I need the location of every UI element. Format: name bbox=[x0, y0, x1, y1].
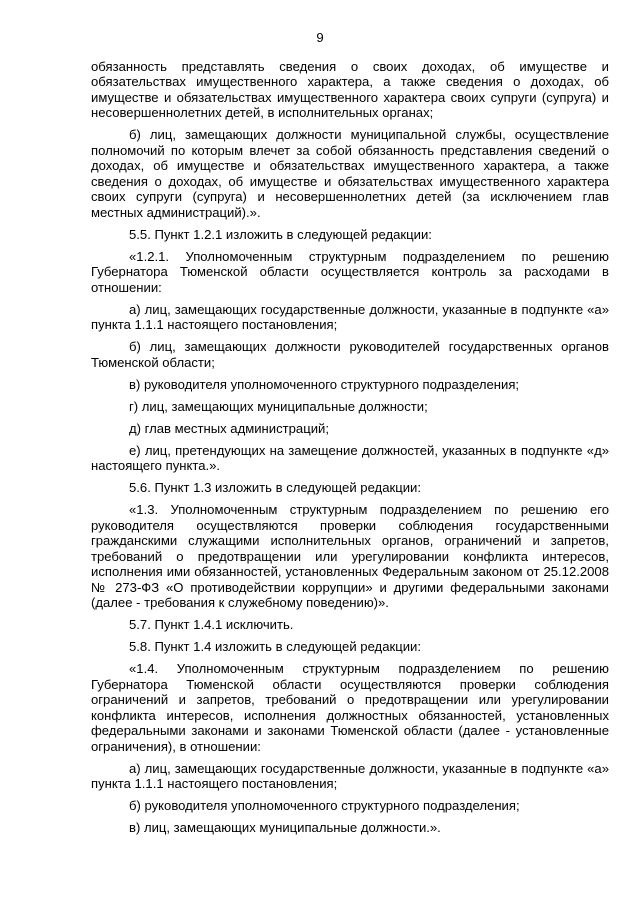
list-item-a: а) лиц, замещающих государственные должности, указанные в подпункте «а» пункта 1.1.1 настоящего постановления; bbox=[91, 301, 609, 332]
page-number: 9 bbox=[316, 30, 324, 45]
paragraph-5-5: 5.5. Пункт 1.2.1 изложить в следующей редакции: bbox=[129, 226, 432, 242]
list-item-v: в) руководителя уполномоченного структурного подразделения; bbox=[129, 376, 520, 392]
list-item-v-2: в) лиц, замещающих муниципальные должности.». bbox=[129, 820, 441, 835]
list-item-d: д) глав местных администраций; bbox=[129, 420, 329, 436]
paragraph-5-7: 5.7. Пункт 1.4.1 исключить. bbox=[129, 617, 294, 632]
list-item-a-2: а) лиц, замещающих государственные должности, указанные в подпункте «а» пункта 1.1.1 настоящего постановления; bbox=[91, 760, 609, 791]
paragraph-1-2-1: «1.2.1. Уполномоченным структурным подразделением по решению Губернатора Тюменской области осуществляется контроль за расходами в отношении: bbox=[91, 248, 609, 295]
list-item-g: г) лиц, замещающих муниципальные должности; bbox=[129, 398, 428, 414]
paragraph-1-4: «1.4. Уполномоченным структурным подразделением по решению Губернатора Тюменской области осуществляются проверки соблюдения ограничений и запретов, требований о предотвращении или урегулировании конфликта интересов, исполнения должностных обязанностей, установленных федеральными законами и законами Тюменской области (далее - установленные ограничения), в отношении: bbox=[91, 661, 609, 754]
list-item-b-2: б) руководителя уполномоченного структурного подразделения; bbox=[129, 798, 520, 813]
paragraph-continuation: обязанность представлять сведения о своих доходах, об имуществе и обязательствах имущественного характера, а также сведения о доходах, об имуществе и обязательствах имущественного характера своих супруги (супруга) и несовершеннолетних детей, в исполнительных органах; bbox=[91, 58, 609, 120]
list-item-b: б) лиц, замещающих должности руководителей государственных органов Тюменской области; bbox=[91, 339, 609, 370]
paragraph-5-6: 5.6. Пункт 1.3 изложить в следующей редакции: bbox=[129, 480, 421, 495]
paragraph-5-8: 5.8. Пункт 1.4 изложить в следующей редакции: bbox=[129, 639, 421, 654]
paragraph-item-b-municipal-service: б) лиц, замещающих должности муниципальной службы, осуществление полномочий по которым влечет за собой обязанность представления сведений о доходах, об имуществе и обязательствах имущественного характера, а также сведения о доходах, об имуществе и обязательствах имущественного характера своих супруги (супруга) и несовершеннолетних детей (за исключением глав местных администраций).». bbox=[91, 127, 609, 220]
list-item-e: е) лиц, претендующих на замещение должностей, указанных в подпункте «д» настоящего пункта.». bbox=[91, 442, 609, 473]
paragraph-1-3: «1.3. Уполномоченным структурным подразделением по решению его руководителя осуществляются проверки соблюдения государственными гражданскими служащими исполнительных органов, ограничений и запретов, требований о предотвращении или урегулировании конфликта интересов, исполнения ими обязанностей, установленных Федеральным законом от 25.12.2008 № 273-ФЗ «О противодействии коррупции» и другими федеральными законами (далее - требования к служебному поведению)». bbox=[91, 502, 609, 610]
